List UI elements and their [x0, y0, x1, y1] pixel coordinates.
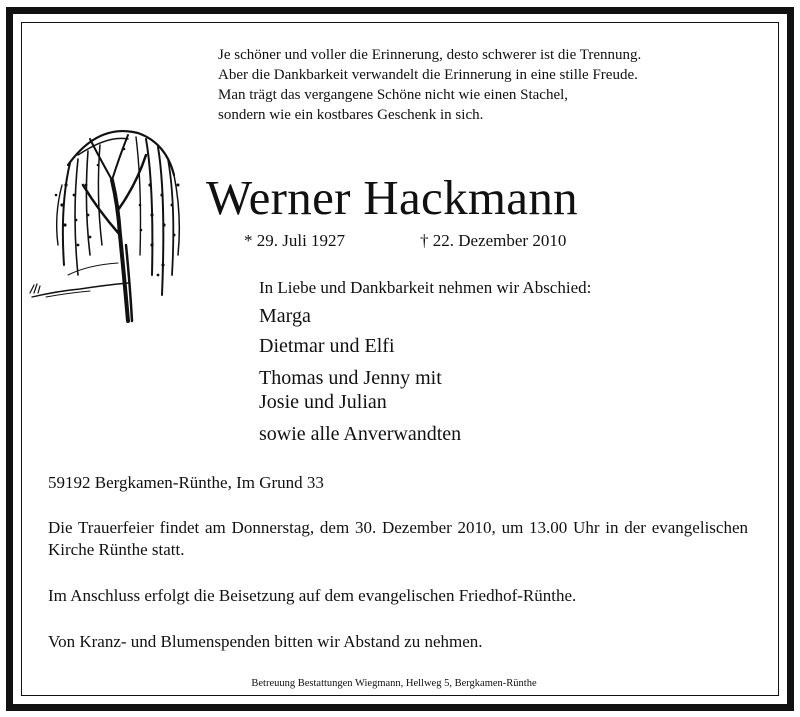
death-date: † 22. Dezember 2010: [420, 231, 567, 250]
mourners-intro: In Liebe und Dankbarkeit nehmen wir Abschied:: [259, 278, 592, 297]
willow-tree-icon: [28, 125, 188, 325]
burial-info: Im Anschluss erfolgt die Beisetzung auf dem evangelischen Friedhof-Rünthe.: [48, 586, 577, 605]
mourner-name: sowie alle Anverwandten: [259, 423, 462, 445]
ceremony-info: Die Trauerfeier findet am Donnerstag, dem 30. Dezember 2010, um 13.00 Uhr in der evangelischen Kirche Rünthe statt.: [48, 518, 748, 559]
mourners-list: [259, 304, 461, 446]
poem-line: Aber die Dankbarkeit verwandelt die Erinnerung in eine stille Freude.: [218, 67, 638, 83]
family-address: 59192 Bergkamen-Rünthe, Im Grund 33: [48, 473, 324, 492]
mourner-name: Dietmar und Elfi: [259, 335, 395, 357]
birth-date: * 29. Juli 1927: [244, 231, 346, 250]
mourner-name: Marga: [259, 305, 311, 327]
poem-line: sondern wie ein kostbares Geschenk in sich.: [218, 107, 484, 123]
mourner-name: Josie und Julian: [259, 391, 387, 413]
memorial-poem: [218, 45, 738, 125]
funeral-home-footer: Betreuung Bestattungen Wiegmann, Hellweg 5, Bergkamen-Rünthe: [251, 678, 537, 689]
poem-line: Man trägt das vergangene Schöne nicht wie einen Stachel,: [218, 87, 569, 103]
flowers-note: Von Kranz- und Blumenspenden bitten wir Abstand zu nehmen.: [48, 632, 483, 651]
mourner-name: Thomas und Jenny mit: [259, 367, 442, 389]
deceased-name: Werner Hackmann: [206, 170, 578, 225]
poem-line: Je schöner und voller die Erinnerung, desto schwerer ist die Trennung.: [218, 47, 642, 63]
